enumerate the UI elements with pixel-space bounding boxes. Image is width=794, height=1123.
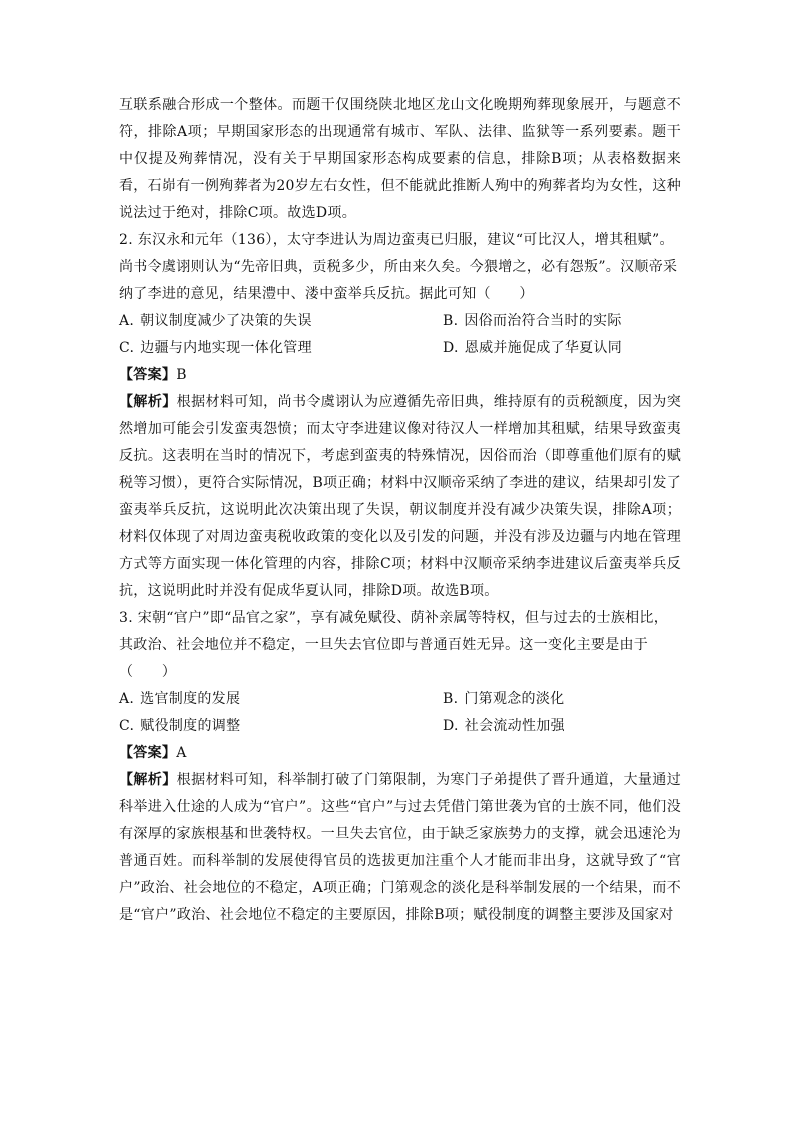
option-label: D.: [443, 718, 459, 734]
option-c: [119, 713, 443, 740]
analysis-paragraph: [119, 389, 681, 605]
option-text: 恩威并施促成了华夏认同: [464, 340, 623, 356]
page-content: [119, 92, 681, 929]
question-3: [119, 605, 681, 929]
analysis-paragraph: [119, 767, 681, 929]
answer-value: B: [176, 367, 187, 383]
options-grid: [119, 308, 681, 362]
option-text: 门第观念的淡化: [464, 691, 565, 707]
option-text: 赋役制度的调整: [140, 718, 241, 734]
option-c: [119, 335, 443, 362]
analysis-tag: 【解析】: [119, 772, 177, 788]
question-stem: 2. 东汉永和元年（136），太守李进认为周边蛮夷已归服，建议“可比汉人，增其租赋”。尚书令虞诩则认为“先帝旧典，贡税多少，所由来久矣。今猥增之，必有怨叛”。汉顺帝采纳了李进的意见，结果澧中、溇中蛮举兵反抗。据此可知（ ）: [119, 232, 678, 302]
option-a: [119, 308, 443, 335]
option-text: 社会流动性加强: [464, 718, 565, 734]
option-d: [443, 713, 681, 740]
option-label: A.: [119, 691, 135, 707]
answer-tag: 【答案】: [119, 745, 177, 761]
option-label: B.: [443, 691, 459, 707]
option-text: 边疆与内地实现一体化管理: [140, 340, 312, 356]
option-label: C.: [119, 340, 135, 356]
answer-line: [119, 740, 681, 767]
option-text: 朝议制度减少了决策的失误: [140, 313, 312, 329]
option-label: B.: [443, 313, 459, 329]
analysis-text: 根据材料可知，尚书令虞诩认为应遵循先帝旧典，维持原有的贡税额度，因为突然增加可能会引发蛮夷怨愤；而太守李进建议像对待汉人一样增加其租赋，结果导致蛮夷反抗。这表明在当时的情况下，考虑到蛮夷的特殊情况，因俗而治（即尊重他们原有的赋税等习惯），更符合实际情况，B项正确；材料中汉顺帝采纳了李进的建议，结果却引发了蛮夷举兵反抗，这说明此次决策出现了失误，朝议制度并没有减少决策失误，排除A项；材料仅体现了对周边蛮夷税收政策的变化以及引发的问题，并没有涉及边疆与内地在管理方式等方面实现一体化管理的内容，排除C项；材料中汉顺帝采纳李进建议后蛮夷举兵反抗，这说明此时并没有促成华夏认同，排除D项。故选B项。: [119, 394, 681, 599]
option-label: A.: [119, 313, 135, 329]
analysis-text: 根据材料可知，科举制打破了门第限制，为寒门子弟提供了晋升通道，大量通过科举进入仕途的人成为“官户”。这些“官户”与过去凭借门第世袭为官的士族不同，他们没有深厚的家族根基和世袭特权。一旦失去官位，由于缺乏家族势力的支撑，就会迅速沦为普通百姓。而科举制的发展使得官员的选拔更加注重个人才能而非出身，这就导致了“官户”政治、社会地位的不稳定，A项正确；门第观念的淡化是科举制发展的一个结果，而不是“官户”政治、社会地位不稳定的主要原因，排除B项；赋役制度的调整主要涉及国家对: [119, 772, 681, 923]
options-grid: [119, 686, 681, 740]
answer-line: [119, 362, 681, 389]
option-d: [443, 335, 681, 362]
option-b: [443, 686, 681, 713]
question-2: [119, 227, 681, 605]
question-stem: 3. 宋朝“官户”即“品官之家”，享有减免赋役、荫补亲属等特权，但与过去的士族相比，其政治、社会地位并不稳定，一旦失去官位即与普通百姓无异。这一变化主要是由于（ ）: [119, 610, 669, 680]
analysis-tag: 【解析】: [119, 394, 177, 410]
previous-analysis-continuation: 互联系融合形成一个整体。而题干仅围绕陕北地区龙山文化晚期殉葬现象展开，与题意不符，排除A项；早期国家形态的出现通常有城市、军队、法律、监狱等一系列要素。题干中仅提及殉葬情况，没有关于早期国家形态构成要素的信息，排除B项；从表格数据来看，石峁有一例殉葬者为20岁左右女性，但不能就此推断人殉中的殉葬者均为女性，这种说法过于绝对，排除C项。故选D项。: [119, 97, 681, 221]
answer-tag: 【答案】: [119, 367, 177, 383]
option-b: [443, 308, 681, 335]
answer-value: A: [176, 745, 187, 761]
option-a: [119, 686, 443, 713]
option-label: C.: [119, 718, 135, 734]
option-label: D.: [443, 340, 459, 356]
option-text: 因俗而治符合当时的实际: [464, 313, 622, 329]
option-text: 选官制度的发展: [140, 691, 241, 707]
